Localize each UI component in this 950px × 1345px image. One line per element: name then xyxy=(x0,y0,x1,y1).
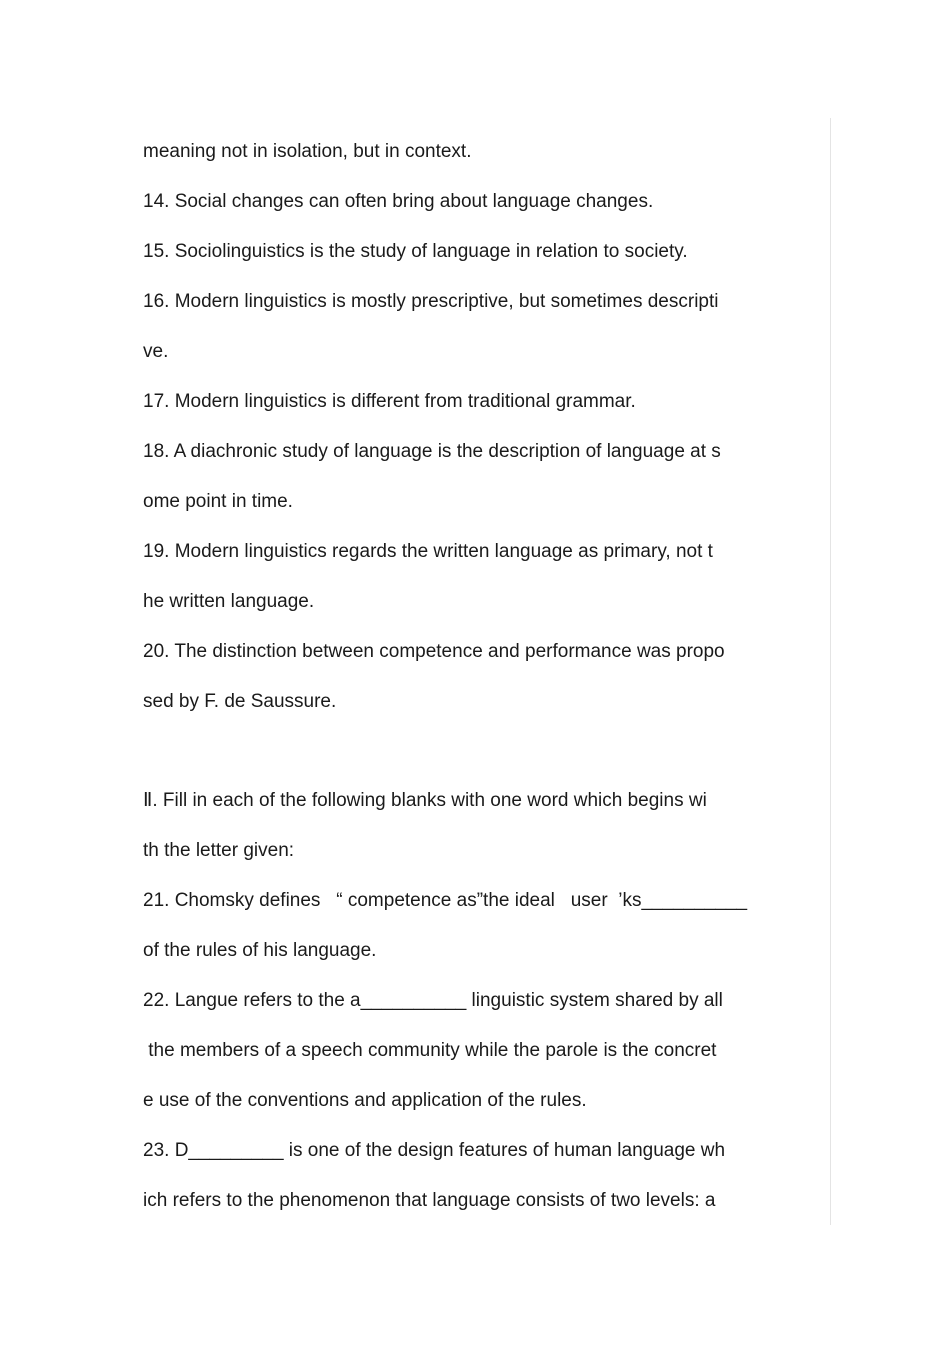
text-line: he written language. xyxy=(143,591,315,612)
document-body xyxy=(143,139,803,1238)
text-line: the members of a speech community while the parole is the concret xyxy=(143,1040,717,1061)
section-gap xyxy=(143,739,803,788)
text-line: 22. Langue refers to the a__________ linguistic system shared by all xyxy=(143,990,723,1011)
text-line: 15. Sociolinguistics is the study of language in relation to society. xyxy=(143,241,688,262)
text-line: 21. Chomsky defines “ competence as”the ideal user ’ks__________ xyxy=(143,890,748,911)
section-heading: Ⅱ. Fill in each of the following blanks with one word which begins wi xyxy=(143,790,707,811)
text-line: 23. D_________ is one of the design features of human language wh xyxy=(143,1140,726,1161)
text-line: sed by F. de Saussure. xyxy=(143,691,337,712)
text-line: 16. Modern linguistics is mostly prescriptive, but sometimes descripti xyxy=(143,291,719,312)
text-line: ve. xyxy=(143,341,169,362)
text-line: 17. Modern linguistics is different from traditional grammar. xyxy=(143,391,636,412)
text-line: meaning not in isolation, but in context. xyxy=(143,141,472,162)
text-line: th the letter given: xyxy=(143,840,295,861)
text-line: 20. The distinction between competence and performance was propo xyxy=(143,641,725,662)
text-line: 18. A diachronic study of language is the description of language at s xyxy=(143,441,721,462)
text-line: ome point in time. xyxy=(143,491,293,512)
text-line: 14. Social changes can often bring about language changes. xyxy=(143,191,654,212)
text-line: of the rules of his language. xyxy=(143,940,377,961)
text-line: e use of the conventions and application of the rules. xyxy=(143,1090,587,1111)
margin-divider xyxy=(830,118,831,1225)
text-line: ich refers to the phenomenon that language consists of two levels: a xyxy=(143,1190,716,1211)
text-line: 19. Modern linguistics regards the written language as primary, not t xyxy=(143,541,713,562)
